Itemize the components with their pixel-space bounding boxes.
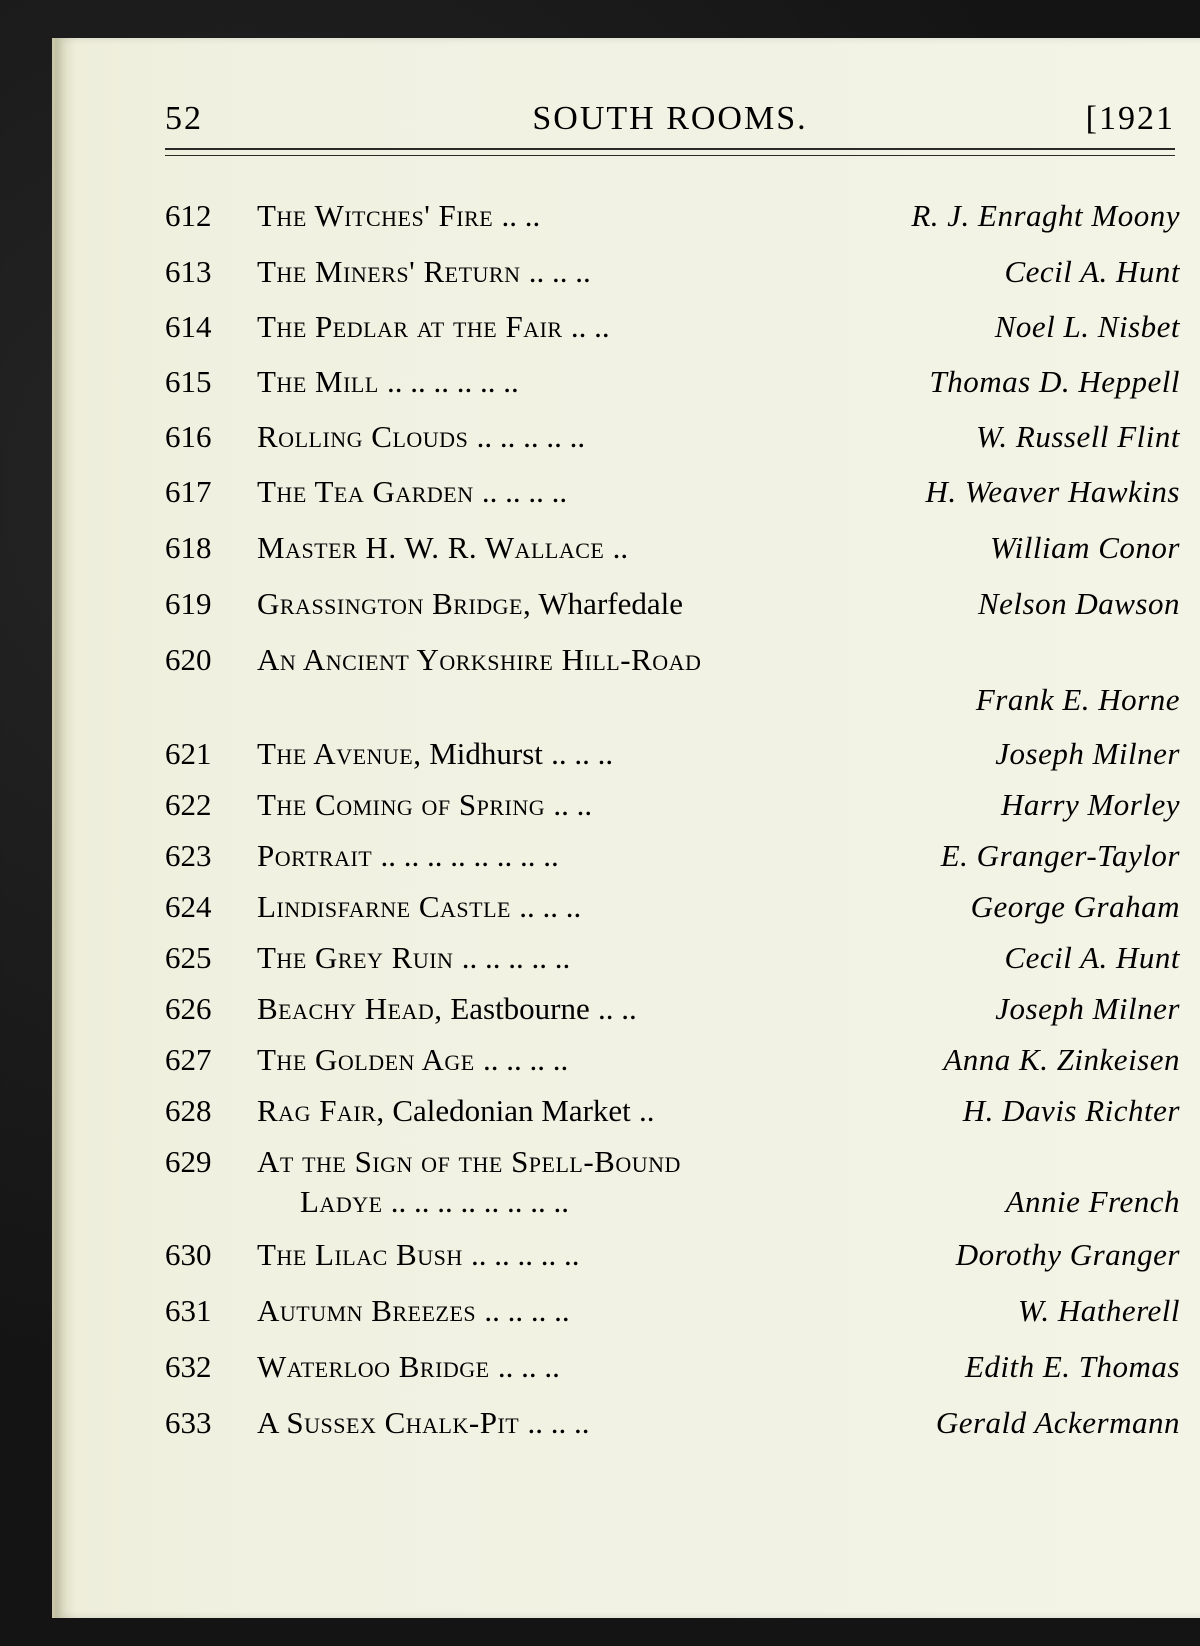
dot-leader: .. .. .. .. ..	[470, 1237, 580, 1272]
entry-title: Autumn Breezes	[257, 1293, 477, 1328]
entry-title-line	[257, 198, 540, 234]
entry-title-line	[257, 736, 613, 772]
entry-title: The Grey Ruin	[257, 940, 454, 975]
entry-number: 612	[165, 198, 212, 233]
entry-title-line	[257, 1093, 655, 1129]
entry-title: The Tea Garden	[257, 474, 474, 509]
page-year: [1921	[1085, 100, 1175, 137]
entry-artist: R. J. Enraght Moony	[911, 198, 1180, 233]
entry-artist: Joseph Milner	[995, 736, 1180, 771]
dot-leader: .. ..	[501, 198, 541, 233]
entry-number: 615	[165, 364, 212, 399]
entry-artist: Annie French	[1005, 1184, 1180, 1219]
entry-title-line	[257, 787, 592, 823]
dot-leader: .. .. ..	[528, 254, 591, 289]
entry-title: A Sussex Chalk-Pit	[257, 1405, 520, 1440]
entry-number: 614	[165, 309, 212, 344]
page-number: 52	[165, 100, 203, 137]
entry-number: 626	[165, 991, 212, 1026]
entry-number: 620	[165, 642, 212, 677]
entry-artist: H. Davis Richter	[962, 1093, 1180, 1128]
entry-number: 629	[165, 1144, 212, 1179]
dot-leader: ..	[612, 530, 629, 565]
entry-artist: Joseph Milner	[995, 991, 1180, 1026]
entry-number: 622	[165, 787, 212, 822]
entry-artist: Thomas D. Heppell	[929, 364, 1180, 399]
entry-number: 627	[165, 1042, 212, 1077]
entry-place: Wharfedale	[531, 586, 683, 621]
entry-title: Ladye	[300, 1184, 383, 1219]
entry-artist: E. Granger-Taylor	[940, 838, 1180, 873]
entry-number: 633	[165, 1405, 212, 1440]
entry-number: 618	[165, 530, 212, 565]
dot-leader: .. .. .. .. .. ..	[387, 364, 519, 399]
dot-leader: .. .. .. ..	[481, 474, 568, 509]
dot-leader: .. .. ..	[519, 889, 582, 924]
entry-artist: William Conor	[990, 530, 1180, 565]
entry-place: Midhurst	[421, 736, 543, 771]
entry-title: The Witches' Fire	[257, 198, 494, 233]
entry-title: At the Sign of the Spell-Bound	[257, 1144, 681, 1179]
entry-title-line	[257, 1237, 579, 1273]
entry-title: Rolling Clouds	[257, 419, 469, 454]
dot-leader: .. .. ..	[551, 736, 614, 771]
entry-title-line	[257, 642, 701, 678]
dot-leader: .. ..	[570, 309, 610, 344]
entry-artist: Anna K. Zinkeisen	[943, 1042, 1180, 1077]
entry-title: The Avenue,	[257, 736, 422, 771]
entry-title-line	[257, 838, 559, 874]
dot-leader: .. .. ..	[497, 1349, 560, 1384]
entry-number: 616	[165, 419, 212, 454]
entry-title-line	[257, 940, 570, 976]
entry-title-line	[257, 586, 683, 622]
entry-number: 624	[165, 889, 212, 924]
entry-title: Portrait	[257, 838, 373, 873]
entry-artist: Cecil A. Hunt	[1004, 254, 1180, 289]
entry-title: The Pedlar at the Fair	[257, 309, 563, 344]
dot-leader: .. .. ..	[527, 1405, 590, 1440]
entry-artist: Dorothy Granger	[955, 1237, 1180, 1272]
entry-title: An Ancient Yorkshire Hill-Road	[257, 642, 702, 677]
entry-artist: W. Hatherell	[1017, 1293, 1180, 1328]
entry-artist: Gerald Ackermann	[935, 1405, 1180, 1440]
entry-title: Beachy Head,	[257, 991, 443, 1026]
entry-artist: Harry Morley	[1000, 787, 1180, 822]
entry-title-line	[257, 309, 610, 345]
entry-number: 623	[165, 838, 212, 873]
entry-artist: Edith E. Thomas	[964, 1349, 1180, 1384]
entry-title-line	[257, 364, 519, 400]
dot-leader: .. .. .. .. .. .. .. ..	[380, 838, 559, 873]
entry-number: 631	[165, 1293, 212, 1328]
page-header	[165, 100, 1175, 150]
entry-title-line	[257, 889, 581, 925]
entry-artist: W. Russell Flint	[975, 419, 1180, 454]
entry-title: The Coming of Spring	[257, 787, 546, 822]
dot-leader: .. .. .. ..	[484, 1293, 570, 1328]
dot-leader: .. .. .. ..	[482, 1042, 569, 1077]
entry-title: Waterloo Bridge	[257, 1349, 490, 1384]
entry-title: The Golden Age	[257, 1042, 475, 1077]
header-rule	[165, 148, 1175, 156]
entry-number: 630	[165, 1237, 212, 1272]
entry-place: Caledonian Market	[384, 1093, 631, 1128]
entry-title-line	[257, 1405, 589, 1441]
entry-number: 613	[165, 254, 212, 289]
entry-title-line	[257, 419, 585, 455]
page-title: SOUTH ROOMS.	[532, 100, 808, 137]
entry-title-line	[300, 1184, 569, 1220]
entry-number: 632	[165, 1349, 212, 1384]
dot-leader: ..	[639, 1093, 655, 1128]
entry-artist: Frank E. Horne	[975, 682, 1180, 717]
dot-leader: .. ..	[598, 991, 637, 1026]
entry-artist: Nelson Dawson	[978, 586, 1180, 621]
dot-leader: .. ..	[553, 787, 593, 822]
entry-title: Rag Fair,	[257, 1093, 385, 1128]
entry-number: 628	[165, 1093, 212, 1128]
entry-title: The Mill	[257, 364, 379, 399]
entry-title: The Miners' Return	[257, 254, 521, 289]
entry-title-line	[257, 1293, 570, 1329]
dot-leader: .. .. .. .. ..	[476, 419, 586, 454]
entry-title-line	[257, 1042, 568, 1078]
entry-place: Eastbourne	[442, 991, 590, 1026]
entry-artist: Noel L. Nisbet	[994, 309, 1180, 344]
entry-number: 619	[165, 586, 212, 621]
entry-artist: George Graham	[970, 889, 1180, 924]
entry-title: Master H. W. R. Wallace	[257, 530, 605, 565]
entry-title: Grassington Bridge,	[257, 586, 532, 621]
entry-title: The Lilac Bush	[257, 1237, 463, 1272]
dot-leader: .. .. .. .. .. .. .. ..	[390, 1184, 570, 1219]
entry-title-line	[257, 474, 567, 510]
entry-title: Lindisfarne Castle	[257, 889, 511, 924]
entry-number: 625	[165, 940, 212, 975]
entry-title-line	[257, 1144, 681, 1180]
entry-artist: Cecil A. Hunt	[1004, 940, 1180, 975]
entry-title-line	[257, 530, 628, 566]
entry-title-line	[257, 254, 591, 290]
entry-title-line	[257, 991, 637, 1027]
dot-leader: .. .. .. .. ..	[461, 940, 571, 975]
entry-title-line	[257, 1349, 560, 1385]
entry-artist: H. Weaver Hawkins	[925, 474, 1180, 509]
entry-number: 621	[165, 736, 212, 771]
entry-number: 617	[165, 474, 212, 509]
